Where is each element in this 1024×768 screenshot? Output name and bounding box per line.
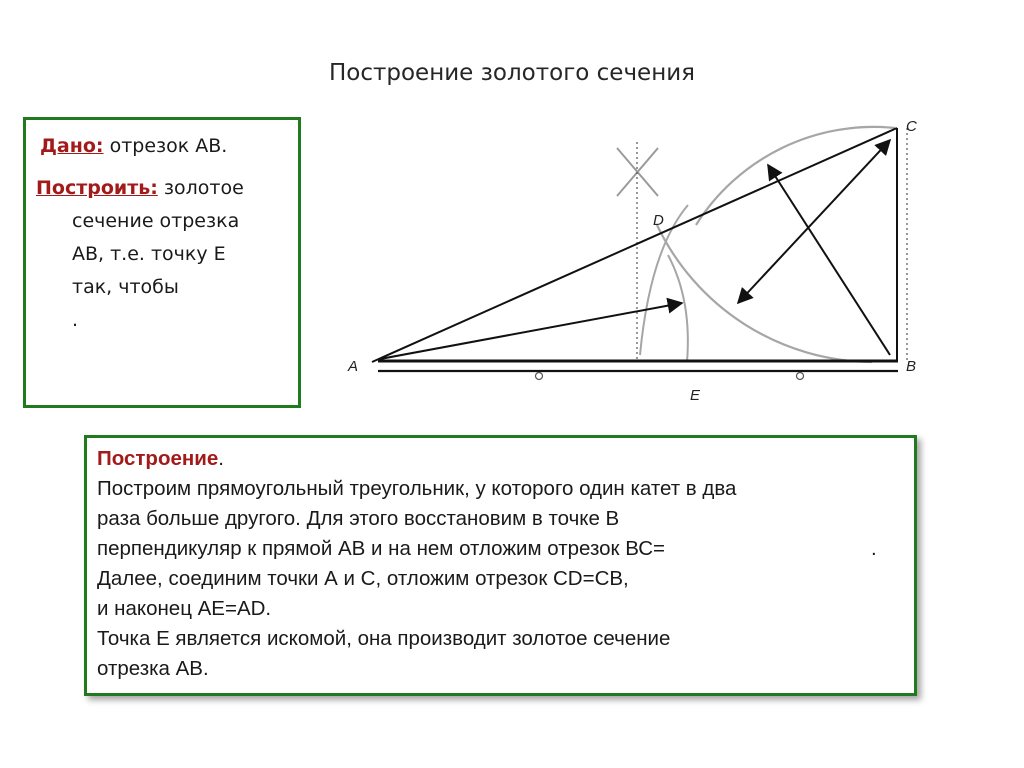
construction-line: Построим прямоугольный треугольник, у которого один катет в два (97, 477, 737, 500)
construction-line: перпендикуляр к прямой АВ и на нем отложим отрезок ВС= (97, 537, 665, 560)
arrow-ae (380, 303, 682, 359)
given-label: Дано: (40, 135, 104, 157)
point-label-c: C (906, 118, 917, 135)
construct-text: золотое (163, 177, 244, 199)
point-label-b: B (906, 358, 917, 375)
construction-line: раза больше другого. Для этого восстановим в точке В (97, 507, 620, 530)
construct-text: АВ, т.е. точку Е (72, 243, 226, 265)
construct-text: . (72, 309, 79, 331)
given-text: отрезок АВ. (109, 135, 228, 157)
construction-line: Точка Е является искомой, она производит золотое сечение (97, 627, 671, 650)
construction-line: отрезка АВ. (97, 657, 209, 680)
page-title: Построение золотого сечения (328, 60, 696, 86)
point-label-d: D (653, 212, 664, 229)
construct-text: так, чтобы (72, 276, 179, 298)
midpoint-mark (797, 373, 804, 380)
construction-line: Далее, соединим точки А и С, отложим отрезок СD=СВ, (97, 567, 629, 590)
trailing-dot: . (871, 537, 877, 560)
arrow-bc (768, 165, 890, 355)
point-label-e: E (690, 387, 701, 404)
construct-text: сечение отрезка (72, 210, 240, 232)
arc-small-left (640, 205, 688, 355)
construction-heading: Построение. (97, 447, 224, 470)
construction-line: и наконец АЕ=АD. (97, 597, 272, 620)
midpoint-mark (536, 373, 543, 380)
point-label-a: A (348, 358, 359, 375)
construct-label: Построить: (36, 177, 158, 199)
construction-box (84, 435, 917, 696)
arc-lower (657, 225, 872, 362)
